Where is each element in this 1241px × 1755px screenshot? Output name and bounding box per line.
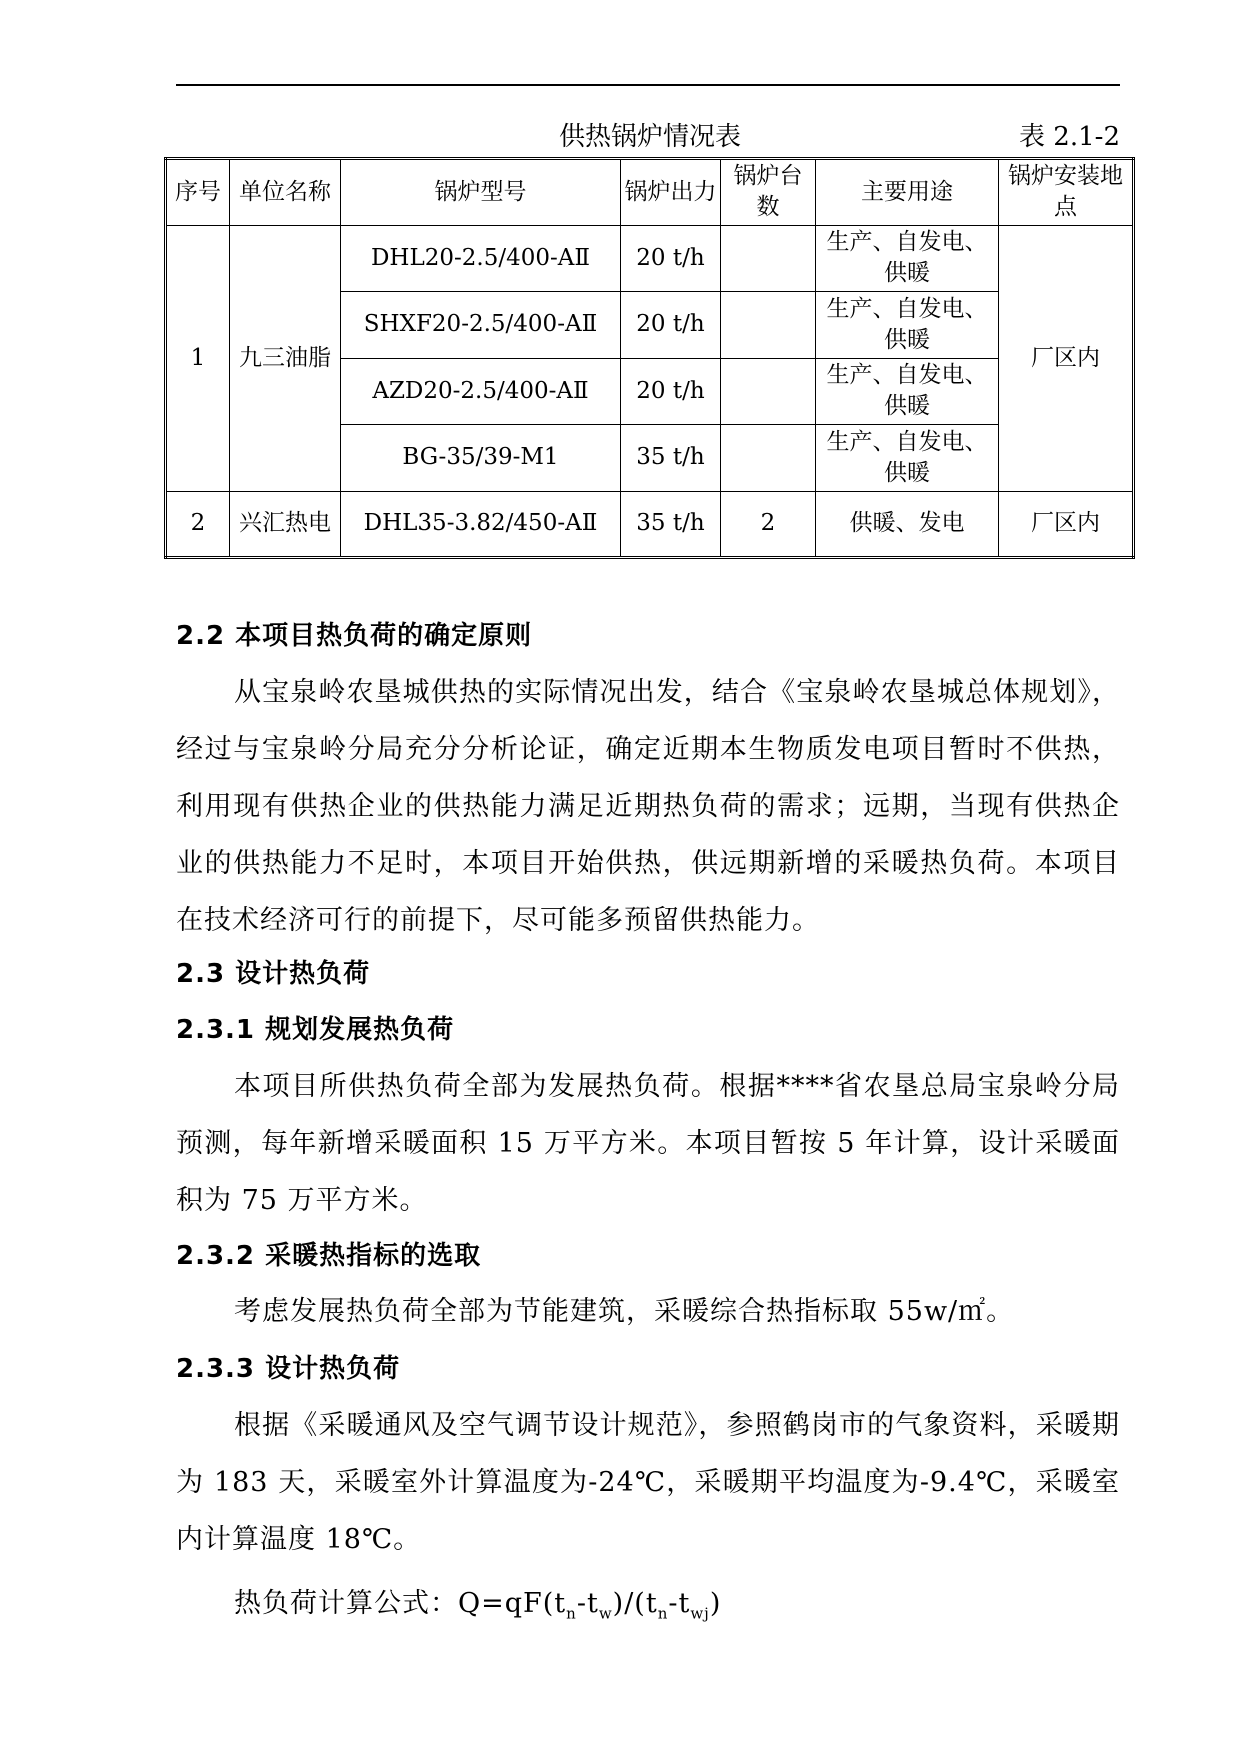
- section-2-3-3-title: 2.3.3 设计热负荷: [176, 1354, 401, 1384]
- section-2-3-1-title: 2.3.1 规划发展热负荷: [176, 1015, 455, 1045]
- cell-model: SHXF20-2.5/400-AⅡ: [341, 292, 621, 359]
- section-2-3-2-title: 2.3.2 采暖热指标的选取: [176, 1241, 482, 1271]
- section-2-3-title: 2.3 设计热负荷: [176, 959, 371, 989]
- cell-output: 35 t/h: [621, 491, 721, 558]
- header-rule: [176, 84, 1120, 86]
- formula-sub: w: [598, 1604, 613, 1623]
- cell-output: 20 t/h: [621, 292, 721, 359]
- cell-unit: 兴汇热电: [230, 491, 341, 558]
- cell-usage: 供暖、发电: [816, 491, 999, 558]
- formula-part: ): [709, 1588, 722, 1619]
- heat-load-formula: [234, 1584, 721, 1633]
- section-2-2-body: 从宝泉岭农垦城供热的实际情况出发，结合《宝泉岭农垦城总体规划》，经过与宝泉岭分局充分分析论证，确定近期本生物质发电项目暂时不供热，利用现有供热企业的供热能力满足近期热负荷的需求；远期，当现有供热企业的供热能力不足时，本项目开始供热，供远期新增的采暖热负荷。本项目在技术经济可行的前提下，尽可能多预留供热能力。: [176, 677, 1120, 936]
- cell-count: 2: [721, 491, 816, 558]
- cell-unit: 九三油脂: [230, 225, 341, 491]
- formula-part: -t: [576, 1588, 599, 1619]
- cell-seq: 2: [166, 491, 230, 558]
- table-number: 表 2.1-2: [1019, 122, 1120, 152]
- formula-label: 热负荷计算公式：: [234, 1588, 458, 1619]
- cell-model: DHL35-3.82/450-AⅡ: [341, 491, 621, 558]
- formula-sub: n: [566, 1604, 577, 1623]
- header-output: 锅炉出力: [621, 159, 721, 226]
- cell-count: [721, 425, 816, 492]
- cell-location: 厂区内: [999, 225, 1134, 491]
- formula-part: )/(t: [612, 1588, 658, 1619]
- table-title: 供热锅炉情况表: [558, 122, 741, 152]
- header-location: 锅炉安装地点: [999, 159, 1134, 226]
- cell-usage: 生产、自发电、供暖: [816, 292, 999, 359]
- table-header-row: [166, 159, 1134, 226]
- cell-model: AZD20-2.5/400-AⅡ: [341, 358, 621, 425]
- section-2-3-3-body: 根据《采暖通风及空气调节设计规范》，参照鹤岗市的气象资料，采暖期为 183 天，采暖室外计算温度为-24℃，采暖期平均温度为-9.4℃，采暖室内计算温度 18℃。: [176, 1410, 1120, 1555]
- cell-usage: 生产、自发电、供暖: [816, 225, 999, 292]
- cell-count: [721, 358, 816, 425]
- cell-usage: 生产、自发电、供暖: [816, 358, 999, 425]
- table-row: [166, 225, 1134, 292]
- formula-sub: n: [657, 1604, 669, 1623]
- section-2-3-2-body: 考虑发展热负荷全部为节能建筑，采暖综合热指标取 55w/㎡。: [234, 1296, 1015, 1327]
- cell-seq: 1: [166, 225, 230, 491]
- cell-output: 35 t/h: [621, 425, 721, 492]
- header-unit: 单位名称: [230, 159, 341, 226]
- cell-location: 厂区内: [999, 491, 1134, 558]
- cell-count: [721, 292, 816, 359]
- formula-part: -t: [668, 1588, 691, 1619]
- header-model: 锅炉型号: [341, 159, 621, 226]
- cell-usage: 生产、自发电、供暖: [816, 425, 999, 492]
- formula-part: Q=qF(t: [458, 1588, 567, 1619]
- header-count: 锅炉台数: [721, 159, 816, 226]
- formula-sub: wj: [690, 1604, 710, 1623]
- cell-count: [721, 225, 816, 292]
- cell-model: BG-35/39-M1: [341, 425, 621, 492]
- table-row: [166, 491, 1134, 558]
- cell-output: 20 t/h: [621, 358, 721, 425]
- section-2-2-title: 2.2 本项目热负荷的确定原则: [176, 621, 533, 651]
- cell-model: DHL20-2.5/400-AⅡ: [341, 225, 621, 292]
- boiler-table: [164, 157, 1135, 559]
- section-2-3-1-body: 本项目所供热负荷全部为发展热负荷。根据****省农垦总局宝泉岭分局预测，每年新增采暖面积 15 万平方米。本项目暂按 5 年计算，设计采暖面积为 75 万平方米。: [176, 1071, 1120, 1216]
- header-seq: 序号: [166, 159, 230, 226]
- header-usage: 主要用途: [816, 159, 999, 226]
- cell-output: 20 t/h: [621, 225, 721, 292]
